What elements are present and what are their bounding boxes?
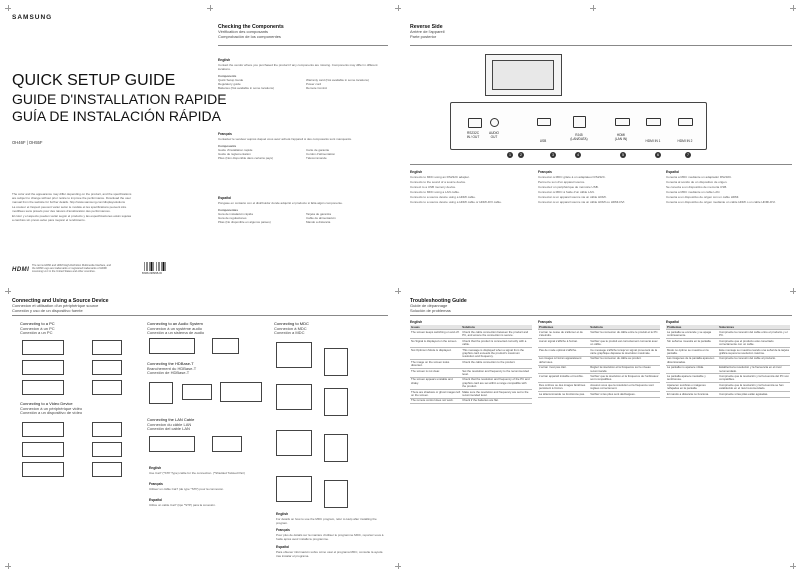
crop-mark — [5, 288, 11, 294]
table-cell: Vérifiez que la résolution et la fréquence de l'ordinateur sont compatibles. — [590, 373, 659, 382]
list-item: Se conecta a un dispositivo de memoria USB. — [666, 185, 728, 189]
table-row — [666, 383, 790, 392]
table-cell: Compruebe si las pilas están agotadas. — [718, 392, 790, 397]
lang-english: English — [276, 512, 289, 516]
trouble-sub-fr: Guide de dépannage — [410, 303, 448, 308]
list-item: Guide de réglementation — [218, 151, 251, 156]
lang-francais: Français — [218, 131, 232, 136]
components-fr-label: Composants — [218, 143, 237, 148]
table-cell: La télécommande ne fonctionne pas. — [538, 392, 589, 397]
components-sub-es: Comprobación de los componentes — [218, 33, 281, 39]
rs232c-port — [468, 118, 482, 128]
list-item: Power cord — [306, 81, 322, 86]
video-diagram — [22, 442, 64, 457]
table-cell: Ce message s'affiche lorsqu'un signal provenant de la carte graphique dépasse la résolution maximale. — [589, 348, 660, 357]
table-cell: Not Optimum Mode is displayed. — [410, 348, 461, 360]
audio-diagram-device — [212, 338, 239, 354]
mdc-note-es: Para obtener información sobre cómo usar el programa MDC, consulte la ayuda tras instalar el programa. — [276, 550, 383, 558]
table-cell: The remote control does not work. — [410, 398, 461, 403]
table-cell: L'écran n'est pas clair. — [538, 365, 589, 374]
trouble-sub-es: Solución de problemas — [410, 307, 451, 313]
mdc-diagram — [276, 342, 312, 368]
list-item: Conecta a MDC mediante un cable LAN. — [666, 190, 721, 194]
mdc-title-es: Conexión a MDC — [274, 330, 305, 336]
trouble-fr-column — [538, 320, 660, 398]
table-header-cell: Problèmes — [538, 325, 589, 330]
list-item: Guía de instalación rápida — [218, 211, 253, 216]
video-diagram — [22, 422, 64, 437]
table-row — [666, 365, 790, 374]
list-item: Cordon d'alimentation — [306, 151, 336, 156]
hdmi-lan-port — [615, 118, 630, 126]
mdc-diagram — [276, 430, 312, 456]
hdmi-in-1-port — [646, 118, 661, 126]
list-item: Connects to a source device using a HDMI cable or HDMI-DVI cable. — [410, 200, 502, 204]
reverse-sub-fr: Arrière de l'appareil — [410, 29, 445, 34]
troubleshooting-panel — [410, 298, 792, 564]
pc-diagram-device — [92, 360, 122, 375]
video-diagram — [22, 462, 64, 477]
table-cell: Check that the resolution and frequency of the PC and graphics card are set within a range compatible with the product. — [461, 377, 532, 389]
table-cell: Check the cable connection between the product and PC, and ensure the connection is secure. — [461, 330, 532, 339]
mdc-diagram — [276, 384, 312, 410]
table-cell: Compruebe que la resolución y la frecuencia del PC son compatibles. — [719, 373, 789, 382]
list-item: Permet le son d'un appareil source. — [538, 180, 586, 184]
rj45-port — [573, 116, 586, 128]
trouble-table-es — [666, 325, 790, 398]
hdmi-in-2-port — [678, 118, 693, 126]
table-cell: Vérifiez la connexion du câble entre le produit et le PC. — [589, 330, 660, 339]
table-row — [538, 330, 660, 339]
lang-francais: Français — [276, 528, 290, 532]
list-item: Connexion à un appareil source via un câble HDMI. — [538, 195, 607, 199]
cat7-note-es: Utilice un cable Cat7 (tipo *STP) para la conexión. — [149, 503, 216, 507]
list-item: Regulatory guide — [218, 81, 241, 86]
audio-title-en: Connecting to an Audio System — [147, 321, 203, 326]
table-cell: L'écran apparaît instable et tremble. — [538, 374, 589, 383]
crop-mark — [395, 5, 401, 11]
divider — [218, 45, 388, 46]
table-cell: Modo no óptimo se muestra en la pantalla. — [666, 348, 718, 357]
mdc-diagram-device — [324, 480, 348, 508]
callout-number: 2 — [520, 153, 522, 157]
disclaimer-fr: La couleur et l'aspect peuvent varier selon le modèle et les spécifications peuvent être modifiées sans préavis pour des raisons d'amélioration des performances. — [12, 205, 127, 213]
hdmi-trademark-note: The terms HDMI and HDMI High-Definition Multimedia Interface, and the HDMI Logo are trademarks or registered trademarks of HDMI Licensing LLC in the United States and other countries. — [32, 264, 111, 274]
table-row — [410, 398, 532, 403]
port-label-rs232c: RS232C IN / OUT — [466, 131, 480, 139]
table-cell: The image on the screen looks distorted. — [410, 360, 461, 369]
table-header-cell: Issues — [410, 325, 461, 330]
connecting-sub-es: Conexión y uso de un dispositivo fuente — [12, 307, 83, 313]
table-row — [410, 369, 532, 378]
list-item: Quick Setup Guide — [218, 77, 244, 82]
lan-diagram-device — [212, 436, 242, 452]
table-cell: La pantalla aparece inestable y temblorosa. — [666, 374, 718, 383]
list-item: Connects to MDC using an RS232C adapter. — [410, 175, 470, 179]
table-cell: Compruebe la conexión del cable entre el producto y el PC. — [718, 330, 790, 339]
list-item: Télécommande — [306, 155, 327, 160]
reverse-es-column — [666, 167, 790, 205]
table-cell: Establezca la resolución y la frecuencia en el nivel recomendado. — [718, 365, 790, 374]
audio-title-es: Conexión a un sistema de audio — [147, 330, 205, 336]
pc-title-fr: Connexion à un PC — [20, 325, 55, 331]
divider — [410, 164, 792, 165]
table-row — [666, 348, 790, 357]
callout-number: 3 — [552, 153, 554, 157]
divider — [12, 315, 388, 316]
table-cell: El mando a distancia no funciona. — [666, 392, 718, 397]
lan-diagram — [149, 436, 195, 452]
mdc-diagram-device — [324, 348, 348, 376]
table-row — [538, 339, 660, 348]
components-fr-list — [218, 148, 388, 160]
list-item: Warranty card (Not available in some locations) — [306, 77, 369, 82]
mdc-diagram — [276, 476, 312, 502]
list-item: Mando a distancia — [306, 219, 331, 224]
mdc-note-en: For details on how to use the MDC program, refer to Help after installing the program. — [276, 517, 377, 525]
connecting-sub-fr: Connexion et utilisation d'un périphérique source — [12, 303, 99, 308]
callout-number: 6 — [657, 153, 659, 157]
table-header-cell: Soluciones — [718, 325, 790, 330]
callout-number: 7 — [687, 153, 689, 157]
connecting-title: Connecting and Using a Source Device — [12, 298, 109, 304]
lang-espanol: Español — [666, 170, 680, 174]
crop-mark — [395, 288, 401, 294]
table-cell: La pantalla se enciende y se apaga continuamente. — [666, 330, 718, 339]
video-diagram-device — [92, 462, 122, 477]
list-item: Pilas (No disponible en algunos países) — [218, 219, 271, 224]
table-row — [538, 392, 660, 397]
list-item: Connexion à un appareil source via un câble HDMI ou HDMI-DVI. — [538, 200, 626, 204]
mdc-diagram-device — [324, 434, 348, 462]
barcode — [144, 262, 168, 271]
list-item: Cable de alimentación — [306, 215, 336, 220]
port-label-usb: USB — [539, 139, 547, 143]
table-row — [538, 365, 660, 374]
trouble-table-fr — [538, 325, 660, 398]
hdbt-diagram-device — [220, 382, 262, 402]
lan-section — [147, 418, 267, 432]
audio-diagram — [149, 338, 195, 354]
list-item: Connexion à MDC à l'aide d'un câble LAN. — [538, 190, 595, 194]
hdmi-logo: HDMI — [12, 267, 30, 273]
mdc-note-fr: Pour plus de détails sur la manière d'utiliser le programme MDC, reportez-vous à l'aide après avoir installé le programme. — [276, 533, 384, 541]
title-fr: GUIDE D'INSTALLATION RAPIDE — [12, 91, 227, 107]
list-item: Conecta a MDC mediante un adaptador RS232C. — [666, 175, 733, 179]
components-es-text: Póngase en contacto con el distribuidor donde adquirió el producto si falta algún componente. — [218, 200, 343, 205]
components-panel — [218, 24, 388, 279]
table-cell: Las imágenes de la pantalla aparecen distorsionadas. — [666, 356, 718, 365]
pc-diagram — [22, 340, 64, 355]
crop-mark — [590, 5, 596, 11]
table-row — [538, 374, 660, 383]
pc-diagram-device — [92, 380, 122, 395]
video-title-en: Connecting to a Video Device — [20, 401, 73, 406]
lang-espanol: Español — [666, 320, 680, 324]
table-cell: Check that the product is connected correctly with a cable. — [461, 339, 532, 348]
callout-number: 1 — [509, 153, 511, 157]
reverse-fr-column — [538, 167, 658, 205]
table-cell: La pantalla no aparece nítida. — [666, 365, 718, 374]
table-cell: The screen appears unstable and shaky. — [410, 377, 461, 389]
table-row — [538, 383, 660, 392]
lan-title-en: Connecting the LAN Cable — [147, 417, 195, 422]
table-cell: Compruebe la conexión del cable al producto. — [718, 356, 790, 365]
table-row — [410, 348, 532, 360]
table-row — [410, 390, 532, 399]
port-label-hdmi-in-1: HDMI IN 1 — [645, 139, 661, 143]
hdbt-title-fr: Branchement du HDBase-T — [147, 365, 197, 371]
port-label-hdmi-lan: HDMI (LAN IN) — [614, 133, 628, 141]
components-fr-text: Contactez le vendeur auprès duquel vous avez acheté l'appareil si des composants sont manquants. — [218, 136, 352, 141]
pc-diagram — [22, 360, 64, 375]
pc-diagram-device — [92, 340, 122, 355]
lan-title-fr: Connexion du câble LAN — [147, 421, 192, 427]
table-header-cell: Solutions — [589, 325, 660, 330]
audio-title-fr: Connexion à un système audio — [147, 325, 202, 331]
hdbt-title-en: Connecting the HDBase-T — [147, 361, 194, 366]
table-row — [410, 339, 532, 348]
crop-mark — [395, 563, 401, 569]
table-cell: Check if the batteries are flat. — [461, 398, 532, 403]
hdbt-diagram-device — [182, 384, 212, 400]
table-row — [410, 377, 532, 389]
table-row — [538, 348, 660, 357]
lang-english: English — [410, 170, 423, 174]
reverse-panel — [410, 24, 792, 279]
table-cell: Aparecen sombras o imágenes reflejadas en la pantalla. — [666, 383, 718, 392]
divider — [410, 45, 792, 46]
samsung-logo: SAMSUNG — [12, 14, 53, 21]
audio-out-port — [490, 118, 499, 127]
disclaimer — [12, 192, 132, 223]
mdc-section — [274, 322, 384, 336]
pc-diagram — [22, 380, 64, 395]
video-diagram-device — [92, 422, 122, 437]
pc-title-es: Conexión a un PC — [20, 330, 53, 336]
usb-port — [537, 118, 551, 126]
crop-mark — [5, 563, 11, 569]
list-item: Batteries (Not available in some locations) — [218, 85, 275, 90]
table-cell: Vérifiez que le produit est correctement connecté avec un câble. — [589, 339, 660, 348]
connecting-panel — [12, 298, 388, 564]
components-title: Checking the Components — [218, 24, 284, 30]
table-row — [666, 392, 790, 397]
table-cell: This message is displayed when a signal from the graphics card exceeds the product's maximum resolution and frequency. — [461, 348, 532, 360]
mdc-title-en: Connecting to MDC — [274, 321, 309, 326]
trouble-title: Troubleshooting Guide — [410, 298, 467, 304]
list-item: Piles (Non disponible dans certains pays) — [218, 155, 274, 160]
lang-francais: Français — [538, 170, 552, 174]
table-row — [666, 374, 790, 383]
components-es-label: Componentes — [218, 207, 239, 212]
crop-mark — [790, 288, 796, 294]
table-cell: The screen is not clear. — [410, 369, 461, 378]
table-cell: Aucun signal s'affiche à l'écran. — [538, 339, 589, 348]
components-en-label: Components — [218, 73, 237, 78]
table-cell: No Signal is displayed on the screen. — [410, 339, 461, 348]
model-numbers: OH46F | OH55F — [12, 140, 43, 145]
table-cell: Réglez la résolution et la fréquence sur le niveau recommandé. — [589, 365, 660, 374]
list-item: Tarjeta de garantía — [306, 211, 332, 216]
table-row — [666, 356, 790, 365]
list-item: Connects to a source device using a HDMI cable. — [410, 195, 476, 199]
video-title-fr: Connexion à un périphérique vidéo — [20, 405, 83, 411]
list-item: Guía de regulaciones — [218, 215, 247, 220]
table-cell: Pas de mode optimal s'affiche. — [538, 348, 589, 357]
crop-mark — [790, 5, 796, 11]
list-item: Connexion à MDC grâce à un adaptateur RS232C. — [538, 175, 606, 179]
table-cell: Este mensaje se muestra cuando una señal de la tarjeta gráfica supera la resolución máxima. — [719, 347, 789, 355]
components-sub-fr: Vérification des composants — [218, 29, 269, 34]
table-row — [666, 339, 790, 348]
video-section — [20, 402, 130, 416]
callout-number: 4 — [577, 153, 579, 157]
pc-section — [20, 322, 130, 336]
lang-english: English — [410, 320, 423, 324]
lang-francais: Français — [538, 320, 552, 324]
table-cell: L'écran ne cesse de s'allumer et de s'éteindre. — [538, 330, 589, 339]
trouble-es-column — [666, 320, 790, 398]
list-item: Remote Control — [306, 85, 328, 90]
title-en: QUICK SETUP GUIDE — [12, 72, 176, 89]
lang-espanol: Español — [218, 195, 232, 200]
hdbt-title-es: Conexión de HDBase-T — [147, 370, 190, 376]
table-cell: Make sure the resolution and frequency are set to the recommended level. — [461, 390, 532, 399]
list-item: Connects to the sound of a source device. — [410, 180, 467, 184]
lang-espanol: Español — [149, 498, 163, 502]
components-es-list — [218, 212, 388, 224]
table-cell: Vérifiez si les piles sont déchargées. — [589, 392, 660, 397]
list-item: Connects to MDC using a LAN cable. — [410, 190, 460, 194]
table-row — [410, 330, 532, 339]
divider — [410, 315, 792, 316]
disclaimer-es: El color y el aspecto pueden variar según el producto y las especificaciones están sujetas a cambios sin previo aviso para mejorar el rendimiento. — [12, 214, 132, 222]
crop-mark — [207, 5, 213, 11]
cat7-note-en: Use Cat7 (*STP Type) cable for the connection. (*Shielded Twisted Pair) — [149, 471, 245, 475]
list-item: Carte de garantie — [306, 147, 330, 152]
table-cell: There are shadows or ghost images left on the screen. — [411, 389, 461, 397]
table-cell: The screen keeps switching on and off. — [410, 330, 461, 339]
table-cell: Check the cable connection to the product. — [461, 360, 532, 369]
cat7-note-fr: Utilisez un câble Cat7 (de type *STP) pour la connexion. — [149, 487, 224, 491]
reverse-title: Reverse Side — [410, 24, 443, 30]
components-en-text: Contact the vendor where you purchased the product if any components are missing. Components may differ in different locations. — [218, 62, 378, 71]
mdc-title-fr: Connexion à MDC — [274, 325, 307, 331]
list-item: Conecta al sonido de un dispositivo de origen. — [666, 180, 728, 184]
list-item: Conecta a un dispositivo de origen mediante un cable HDMI o un cable HDMI-DVI. — [666, 200, 776, 204]
table-cell: Les images à l'écran apparaissent déformées. — [538, 356, 589, 365]
trouble-en-column — [410, 320, 532, 404]
table-header-cell: Solutions — [461, 325, 532, 330]
audio-section — [147, 322, 267, 336]
table-row — [538, 356, 660, 365]
table-cell: Des ombres ou des images fantômes persistent à l'écran. — [538, 383, 589, 392]
list-item: Conecta a un dispositivo de origen con un cable HDMI. — [666, 195, 740, 199]
list-item: Connectez un périphérique de mémoire USB. — [538, 185, 599, 189]
table-header-cell: Problemas — [666, 325, 718, 330]
product-back-panel — [492, 60, 554, 90]
hdbt-diagram — [149, 382, 173, 404]
table-cell: Sin señal se muestra en la pantalla. — [666, 339, 718, 348]
video-title-es: Conexión a un dispositivo de vídeo — [20, 410, 83, 416]
port-label-audio-out: AUDIO OUT — [488, 131, 500, 139]
port-label-rj45: RJ45 (LAN/DATA) — [570, 133, 588, 141]
reverse-en-column — [410, 167, 530, 205]
callout-number: 5 — [622, 153, 624, 157]
table-cell: Compruebe que el producto esté conectado correctamente con un cable. — [718, 339, 790, 348]
components-en-list — [218, 78, 388, 90]
mdc-diagram-device — [324, 388, 348, 416]
table-cell: Vérifiez la connexion du câble au produit. — [589, 356, 660, 365]
lan-title-es: Conexión del cable LAN — [147, 426, 190, 432]
title-es: GUÍA DE INSTALACIÓN RÁPIDA — [12, 108, 222, 124]
lang-espanol: Español — [276, 545, 290, 549]
lang-english: English — [218, 57, 231, 62]
port-label-hdmi-in-2: HDMI IN 2 — [677, 139, 693, 143]
disclaimer-en: The color and the appearance may differ depending on the product, and the specifications are subject to change without prior notice to improve the performance. Download the user manual from the website for further details. http://www.samsung.com/displaysolutions — [12, 192, 132, 204]
table-cell: Compruebe que la resolución y la frecuencia se han establecido en el nivel recomendado. — [718, 383, 790, 392]
video-diagram-device — [92, 442, 122, 457]
lang-francais: Français — [149, 482, 163, 486]
lang-english: English — [149, 466, 162, 470]
trouble-table-en — [410, 325, 532, 404]
barcode-text: BN68-09896B-00 — [142, 272, 163, 275]
table-row — [410, 360, 532, 369]
crop-mark — [5, 5, 11, 11]
pc-title-en: Connecting to a PC — [20, 321, 55, 326]
list-item: Guide d'installation rapide — [218, 147, 253, 152]
list-item: Connect to a USB memory device. — [410, 185, 457, 189]
hdbt-section — [147, 362, 267, 376]
table-cell: Set the resolution and frequency to the recommended level. — [461, 369, 532, 378]
reverse-sub-es: Parte posterior — [410, 33, 437, 39]
table-cell: Assurez-vous que la résolution et la fréquence sont réglées correctement. — [589, 383, 660, 392]
table-row — [666, 330, 790, 339]
